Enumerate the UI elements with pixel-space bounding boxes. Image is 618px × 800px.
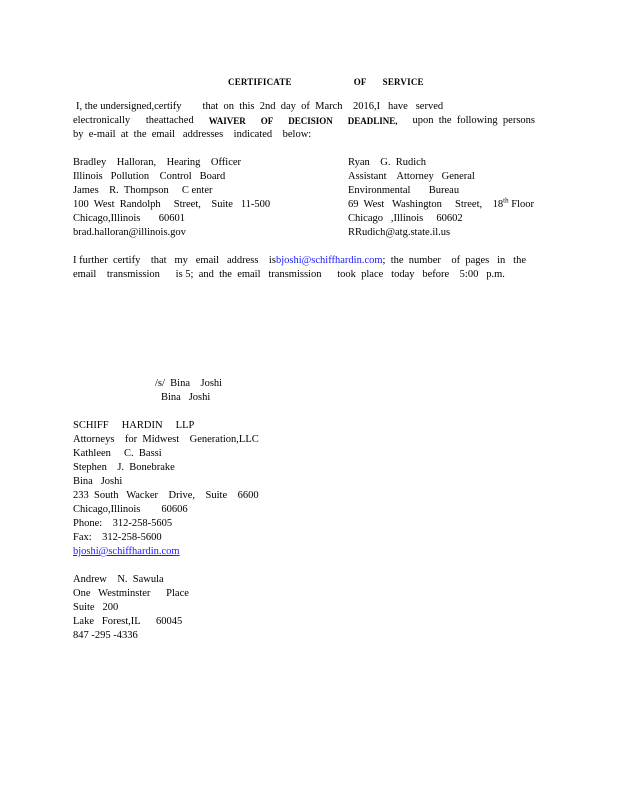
second-attorney-suite: Suite 200	[73, 602, 119, 613]
signature-line: /s/ Bina Joshi	[155, 378, 223, 389]
document-name-deadline: DEADLINE,	[347, 116, 398, 126]
firm-role: Attorneys for Midwest Generation,LLC	[73, 434, 259, 445]
firm-attorney-3: Bina Joshi	[73, 476, 123, 487]
intro-line-1: I, the undersigned,certify that on this 2nd day of March 2016,I have served	[76, 101, 444, 112]
recipient-right-name: Ryan G. Rudich	[348, 157, 427, 168]
firm-phone: Phone: 312-258-5605	[73, 518, 173, 529]
recipient-right-street-sup: th	[503, 196, 509, 205]
firm-name: SCHIFF HARDIN LLP	[73, 420, 195, 431]
intro-paragraph	[73, 100, 535, 142]
document-name-of: OF	[260, 116, 274, 126]
intro-line-2-prefix: electronically theattached	[73, 115, 194, 126]
recipient-right	[348, 156, 534, 240]
second-attorney-name: Andrew N. Sawula	[73, 574, 164, 585]
title-certificate: CERTIFICATE	[228, 77, 292, 87]
recipient-right-email[interactable]: RRudich@atg.state.il.us	[348, 227, 451, 238]
title-of: OF	[353, 77, 367, 87]
recipient-left-street: 100 West Randolph Street, Suite 11-500	[73, 199, 271, 210]
firm-fax: Fax: 312-258-5600	[73, 532, 162, 543]
second-attorney-block	[73, 573, 189, 643]
recipient-right-title: Assistant Attorney General	[348, 171, 475, 182]
intro-line-2	[73, 114, 535, 128]
recipient-right-bureau: Environmental Bureau	[348, 185, 460, 196]
certification-line-2: email transmission is 5; and the email transmission took place today before 5:00 p.m.	[73, 269, 505, 280]
firm-street: 233 South Wacker Drive, Suite 6600	[73, 490, 259, 501]
intro-line-2-suffix: upon the following persons	[412, 115, 535, 126]
document-title	[228, 75, 424, 89]
firm-email-link[interactable]: bjoshi@schiffhardin.com	[73, 546, 180, 557]
recipient-left	[73, 156, 270, 240]
recipient-left-org: Illinois Pollution Control Board	[73, 171, 226, 182]
certification-email-link[interactable]: bjoshi@schiffhardin.com	[275, 255, 383, 266]
recipient-right-street-suffix: Floor	[508, 199, 534, 210]
document-name-decision: DECISION	[288, 116, 333, 126]
signature-name: Bina Joshi	[161, 392, 211, 403]
recipient-left-center: James R. Thompson C enter	[73, 185, 213, 196]
firm-attorney-2: Stephen J. Bonebrake	[73, 462, 175, 473]
certification-paragraph	[73, 254, 526, 282]
recipient-left-email[interactable]: brad.halloran@illinois.gov	[73, 227, 186, 238]
intro-line-3: by e-mail at the email addresses indicated below:	[73, 129, 312, 140]
firm-city: Chicago,Illinois 60606	[73, 504, 188, 515]
second-attorney-street: One Westminster Place	[73, 588, 189, 599]
recipient-left-name: Bradley Halloran, Hearing Officer	[73, 157, 242, 168]
title-service: SERVICE	[382, 77, 424, 87]
recipient-left-city: Chicago,Illinois 60601	[73, 213, 185, 224]
recipient-right-street	[348, 198, 534, 212]
firm-block	[73, 419, 259, 559]
recipient-right-city: Chicago ,Illinois 60602	[348, 213, 463, 224]
second-attorney-phone: 847 -295 -4336	[73, 630, 138, 641]
document-name-waiver: WAIVER	[208, 116, 246, 126]
certification-line-1-suffix: ; the number of pages in the	[382, 255, 527, 266]
recipient-right-street-prefix: 69 West Washington Street, 18	[348, 199, 504, 210]
firm-attorney-1: Kathleen C. Bassi	[73, 448, 162, 459]
signature-block	[155, 377, 222, 405]
second-attorney-city: Lake Forest,IL 60045	[73, 616, 183, 627]
certification-line-1-prefix: I further certify that my email address is	[73, 255, 276, 266]
certification-line-1	[73, 254, 526, 268]
